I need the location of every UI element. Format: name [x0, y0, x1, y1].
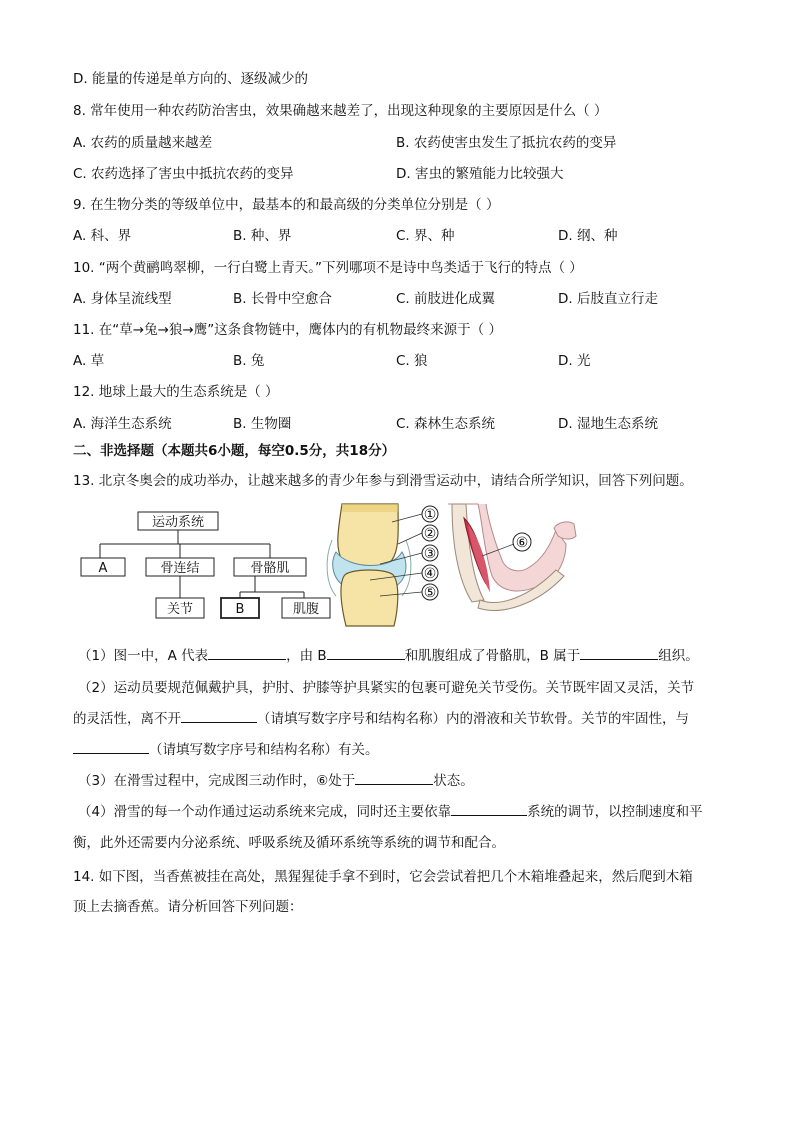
- q9-option-d: D. 纲、种: [558, 228, 618, 244]
- q13-figure-svg: [80, 500, 580, 630]
- q8-stem: 8. 常年使用一种农药防治害虫，效果确越来越差了，出现这种现象的主要原因是什么（ ）: [73, 103, 608, 119]
- q12-option-d: D. 湿地生态系统: [558, 416, 658, 432]
- q10-option-c: C. 前肢进化成翼: [396, 291, 496, 307]
- q13-p2-l2b: （请填写数字序号和结构名称）内的滑液和关节软骨。关节的牢固性，与: [257, 711, 689, 727]
- q11-stem: 11. 在“草→兔→狼→鹰”这条食物链中，鹰体内的有机物最终来源于（ ）: [73, 322, 502, 338]
- q11-option-d: D. 光: [558, 353, 591, 369]
- answer-blank[interactable]: [580, 645, 658, 660]
- arm-label-6: ⑥: [515, 535, 529, 551]
- q13-p3-b: 状态。: [433, 773, 474, 789]
- q8-option-b: B. 农药使害虫发生了抵抗农药的变异: [396, 135, 617, 151]
- q8-option-d: D. 害虫的繁殖能力比较强大: [396, 166, 564, 182]
- q13-p1-c: 和肌腹组成了骨骼肌，B 属于: [404, 648, 581, 664]
- map-a-text: A: [98, 561, 108, 576]
- q13-p4-b: 系统的调节，以控制速度和平: [527, 804, 703, 820]
- q12-option-c: C. 森林生态系统: [396, 416, 496, 432]
- q13-part-2-line-3: [73, 738, 379, 758]
- q13-part-4-line-2: 衡，此外还需要内分泌系统、呼吸系统及循环系统等系统的调节和配合。: [73, 835, 505, 851]
- q9-stem: 9. 在生物分类的等级单位中，最基本的和最高级的分类单位分别是（ ）: [73, 197, 500, 213]
- q8-option-c: C. 农药选择了害虫中抵抗农药的变异: [73, 166, 294, 182]
- answer-blank[interactable]: [451, 801, 527, 816]
- joint-label-3: ③: [423, 546, 437, 562]
- joint-structure-figure: [327, 504, 438, 626]
- q10-option-b: B. 长骨中空愈合: [233, 291, 332, 307]
- joint-label-1: ①: [423, 507, 437, 523]
- q12-option-a: A. 海洋生态系统: [73, 416, 172, 432]
- answer-blank[interactable]: [181, 708, 257, 723]
- q9-option-a: A. 科、界: [73, 228, 132, 244]
- q12-option-b: B. 生物圈: [233, 416, 292, 432]
- q13-p2-l2a: 的灵活性，离不开: [73, 711, 181, 727]
- q11-option-a: A. 草: [73, 353, 105, 369]
- q13-figures: [80, 500, 580, 630]
- answer-blank[interactable]: [208, 645, 286, 660]
- q13-p4-a: （4）滑雪的每一个动作通过运动系统来完成，同时还主要依靠: [78, 804, 452, 820]
- q13-part-2-line-2: [73, 707, 689, 727]
- joint-label-5: ⑤: [423, 585, 437, 601]
- q10-option-a: A. 身体呈流线型: [73, 291, 172, 307]
- q9-option-b: B. 种、界: [233, 228, 292, 244]
- q11-option-b: B. 兔: [233, 353, 265, 369]
- q10-option-d: D. 后肢直立行走: [558, 291, 658, 307]
- map-belly-text: 肌腹: [292, 602, 320, 617]
- map-muscle-text: 骨骼肌: [250, 561, 290, 576]
- q13-p1-d: 组织。: [658, 648, 699, 664]
- q13-p1-b: ，由 B: [286, 648, 327, 664]
- q13-part-2-line-1: （2）运动员要规范佩戴护具，护肘、护膝等护具紧实的包裹可避免关节受伤。关节既牢固又灵活，关节: [78, 680, 695, 696]
- q13-p1-a: （1）图一中，A 代表: [78, 648, 209, 664]
- q13-stem: 13. 北京冬奥会的成功举办，让越来越多的青少年参与到滑雪运动中，请结合所学知识，回答下列问题。: [73, 473, 693, 489]
- arm-flexion-figure: [448, 504, 576, 610]
- joint-label-4: ④: [423, 566, 437, 582]
- answer-blank[interactable]: [327, 645, 405, 660]
- section-2-heading: 二、非选择题（本题共6小题，每空0.5分，共18分）: [73, 443, 396, 459]
- joint-label-2: ②: [423, 526, 437, 542]
- q9-option-c: C. 界、种: [396, 228, 455, 244]
- map-b-text: B: [235, 602, 245, 617]
- q13-part-4-line-1: [78, 800, 703, 820]
- q11-option-c: C. 狼: [396, 353, 428, 369]
- q13-p3-a: （3）在滑雪过程中，完成图三动作时，⑥处于: [78, 773, 356, 789]
- q10-stem: 10. “两个黄鹂鸣翠柳，一行白鹭上青天。”下列哪项不是诗中鸟类适于飞行的特点（ ）: [73, 260, 583, 276]
- q13-part-1: [78, 644, 699, 664]
- answer-blank[interactable]: [73, 739, 149, 754]
- q14-line-1: 14. 如下图，当香蕉被挂在高处，黑猩猩徒手拿不到时，它会尝试着把几个木箱堆叠起来，然后爬到木箱: [73, 869, 693, 885]
- q13-p2-l3: （请填写数字序号和结构名称）有关。: [149, 742, 379, 758]
- q13-part-3: [78, 769, 474, 789]
- q12-stem: 12. 地球上最大的生态系统是（ ）: [73, 384, 279, 400]
- q8-option-a: A. 农药的质量越来越差: [73, 135, 213, 151]
- q14-line-2: 顶上去摘香蕉。请分析回答下列问题：: [73, 899, 303, 915]
- map-joint-child-text: 关节: [166, 602, 194, 617]
- q7-option-d: D. 能量的传递是单方向的、逐级减少的: [73, 71, 308, 87]
- answer-blank[interactable]: [355, 770, 433, 785]
- map-joint-text: 骨连结: [160, 561, 200, 576]
- map-root-text: 运动系统: [151, 515, 205, 530]
